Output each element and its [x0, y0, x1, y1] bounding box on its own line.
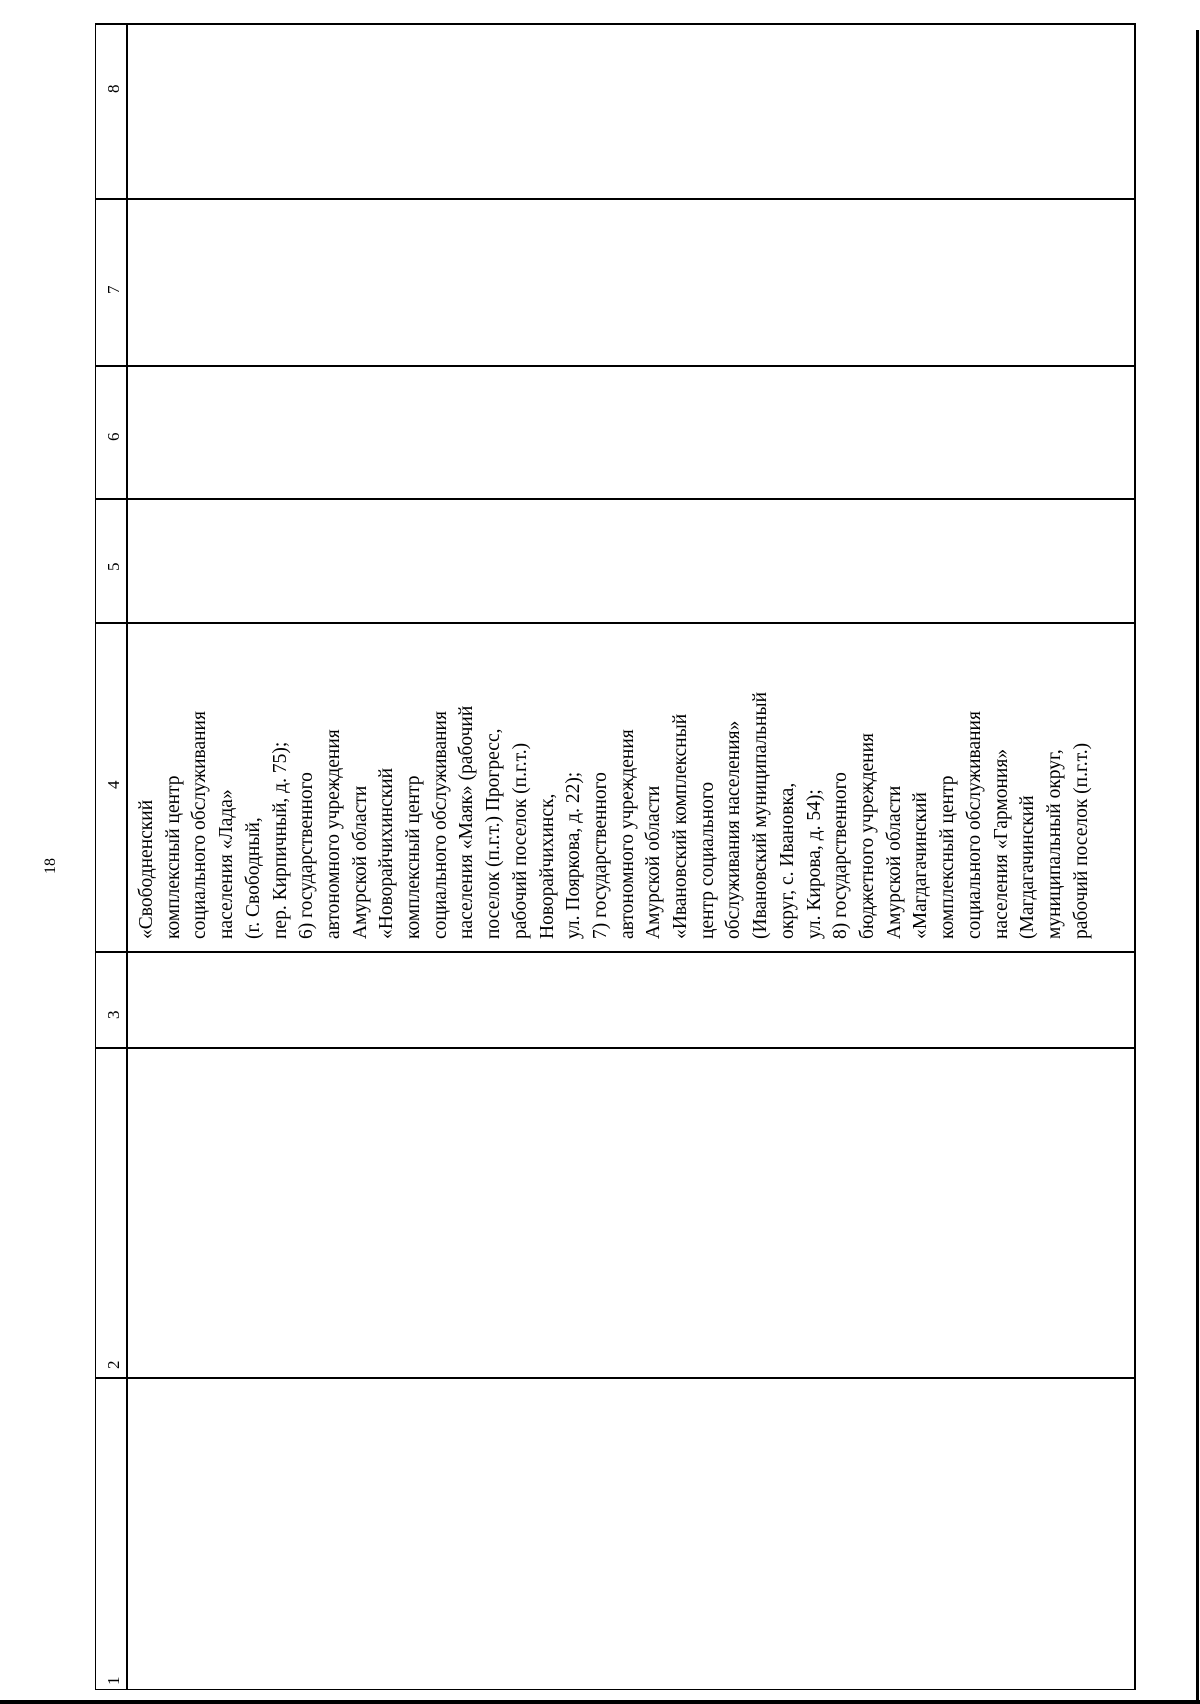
- text-line: муниципальный округ,: [1043, 749, 1065, 939]
- text-line: рабочий поселок (п.г.т.): [509, 742, 531, 939]
- column-header-3: 3: [104, 1010, 123, 1019]
- text-line: поселок (п.г.т.) Прогресс,: [483, 728, 505, 939]
- text-line: населения «Маяк» (рабочий: [456, 705, 478, 939]
- text-line: Амурской области: [883, 785, 905, 939]
- text-line: автономного учреждения: [322, 729, 344, 939]
- text-line: центр социального: [696, 781, 718, 939]
- page-number: 18: [42, 858, 59, 874]
- text-line: Амурской области: [349, 785, 371, 939]
- table-bottom-border: [1134, 23, 1136, 1689]
- text-line: социального обслуживания: [189, 711, 211, 939]
- text-line: бюджетного учреждения: [856, 733, 878, 939]
- text-line: пер. Кирпичный, д. 75);: [269, 741, 291, 939]
- column-header-7: 7: [104, 285, 123, 294]
- text-line: «Свободненский: [136, 799, 157, 939]
- text-line: 7) государственного: [589, 772, 611, 939]
- text-line: ул. Пояркова, д. 22);: [563, 771, 585, 939]
- column-divider-1-2: [96, 1378, 1136, 1380]
- header-row-divider: [126, 23, 128, 1689]
- text-line: ул. Кирова, д. 54);: [803, 789, 825, 939]
- text-line: (г. Свободный,: [242, 817, 264, 939]
- text-line: комплексный центр: [403, 775, 425, 939]
- text-line: населения «Гармония»: [990, 748, 1012, 939]
- text-line: округ, с. Ивановка,: [776, 782, 798, 939]
- column-header-2: 2: [104, 1360, 123, 1369]
- text-line: «Ивановский комплексный: [670, 713, 692, 939]
- text-line: автономного учреждения: [616, 729, 638, 939]
- text-line: комплексный центр: [937, 775, 959, 939]
- column-4-cell-text: [134, 627, 1095, 939]
- text-line: рабочий поселок (п.г.т.): [1070, 742, 1092, 939]
- column-divider-2-3: [96, 1048, 1136, 1050]
- column-divider-5-6: [96, 499, 1136, 501]
- column-divider-6-7: [96, 366, 1136, 368]
- text-line: Амурской области: [643, 785, 665, 939]
- text-line: обслуживания населения»: [723, 720, 745, 939]
- text-line: (Магдагачинский: [1017, 795, 1039, 939]
- column-header-4: 4: [104, 780, 123, 789]
- text-line: социального обслуживания: [963, 711, 985, 939]
- table-right-border: [96, 24, 1136, 26]
- column-header-6: 6: [104, 432, 123, 441]
- text-line: социального обслуживания: [429, 711, 451, 939]
- text-line: 6) государственного: [296, 772, 318, 939]
- text-line: 8) государственного: [830, 772, 852, 939]
- text-line: комплексный центр: [162, 775, 184, 939]
- data-table: [95, 23, 1136, 1690]
- text-line: (Ивановский муниципальный: [750, 691, 772, 939]
- text-line: населения «Лада»: [216, 789, 238, 939]
- column-header-8: 8: [104, 84, 123, 93]
- column-divider-4-5: [96, 623, 1136, 625]
- column-header-5: 5: [104, 562, 123, 571]
- column-divider-3-4: [96, 952, 1136, 954]
- text-line: «Магдагачинский: [910, 792, 932, 939]
- column-divider-7-8: [96, 199, 1136, 201]
- text-line: Новорайчихинск,: [536, 793, 558, 939]
- text-line: «Новорайчихинский: [376, 767, 398, 939]
- column-header-1: 1: [104, 1676, 123, 1685]
